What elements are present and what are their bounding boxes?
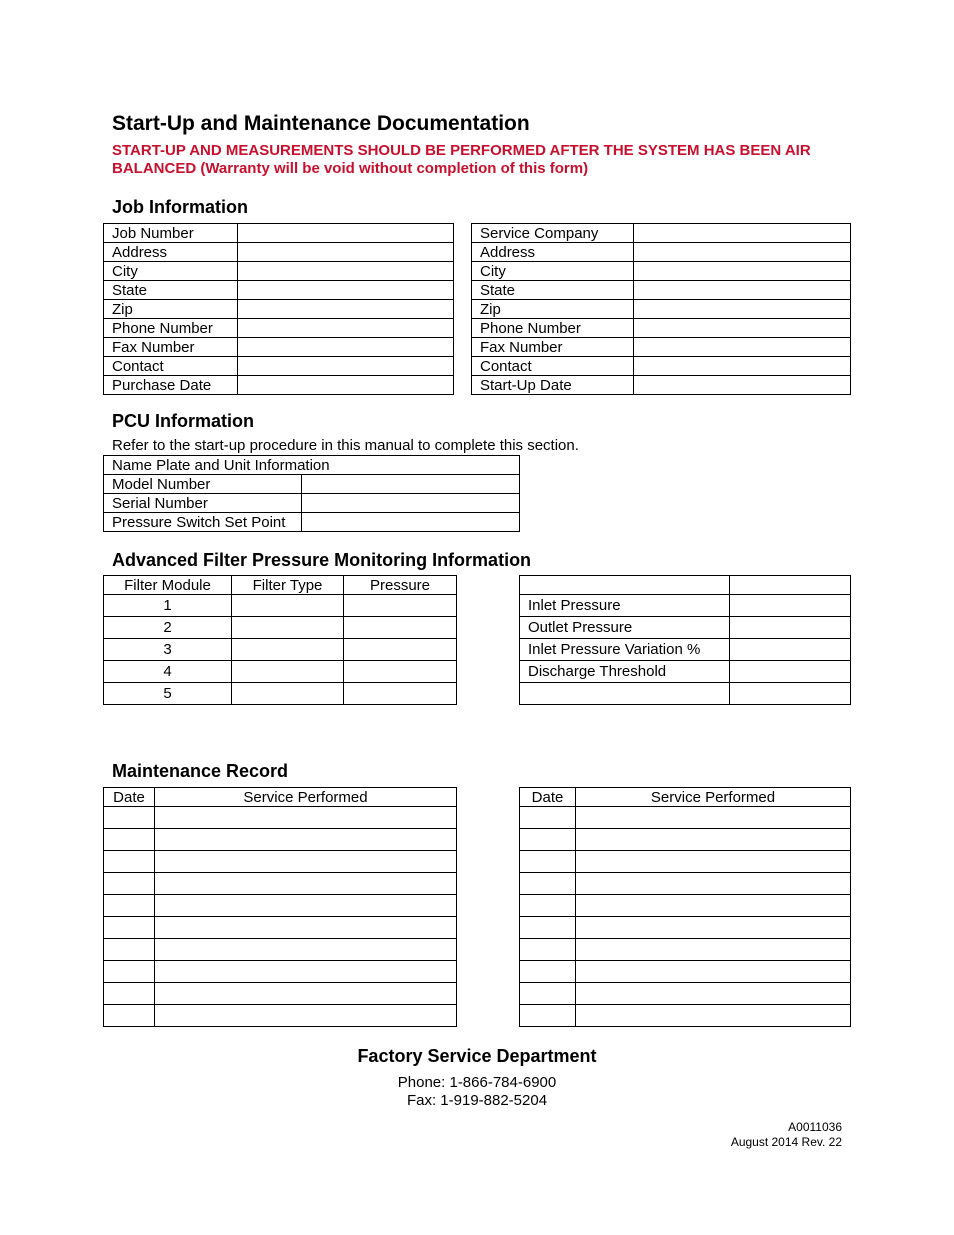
start-up-date-field[interactable]: [634, 376, 851, 395]
pcu-table: [103, 455, 520, 532]
address-field[interactable]: [238, 243, 454, 262]
purchase-date-field[interactable]: [238, 376, 454, 395]
table-row: [104, 939, 457, 961]
table-header-row: [520, 576, 851, 595]
row-label: Zip: [104, 300, 238, 319]
service-field[interactable]: [155, 983, 457, 1005]
service-column-header: Service Performed: [155, 788, 457, 807]
inlet-pressure-variation-field[interactable]: [730, 639, 851, 661]
table-row: [472, 243, 851, 262]
table-row: [104, 300, 454, 319]
module-number: 5: [104, 683, 232, 705]
phone-number-field[interactable]: [238, 319, 454, 338]
phone-line: Phone: 1-866-784-6900: [397, 1074, 557, 1091]
table-row: [520, 895, 851, 917]
service-field[interactable]: [576, 895, 851, 917]
city-field[interactable]: [634, 262, 851, 281]
table-row: [104, 851, 457, 873]
service-field[interactable]: [155, 851, 457, 873]
row-label: Fax Number: [104, 338, 238, 357]
table-row: [104, 873, 457, 895]
date-field[interactable]: [104, 873, 155, 895]
service-field[interactable]: [155, 895, 457, 917]
date-field[interactable]: [520, 961, 576, 983]
maintenance-table-left: [103, 787, 457, 1027]
pressure-table: [519, 575, 851, 705]
service-field[interactable]: [576, 829, 851, 851]
column-header: Pressure: [344, 576, 457, 595]
row-label: Purchase Date: [104, 376, 238, 395]
table-row: [104, 319, 454, 338]
table-row: [104, 617, 457, 639]
date-field[interactable]: [104, 961, 155, 983]
date-field[interactable]: [520, 895, 576, 917]
table-row: [104, 983, 457, 1005]
job-info-table: [103, 223, 454, 395]
row-label: Fax Number: [472, 338, 634, 357]
document-id: A0011036: [788, 1120, 842, 1134]
table-row: [520, 873, 851, 895]
table-row: [104, 338, 454, 357]
date-field[interactable]: [520, 917, 576, 939]
service-field[interactable]: [155, 829, 457, 851]
table-row: [472, 262, 851, 281]
row-label: State: [104, 281, 238, 300]
table-row: [104, 281, 454, 300]
address-field[interactable]: [634, 243, 851, 262]
filter-type-field[interactable]: [232, 595, 344, 617]
table-row: [520, 939, 851, 961]
row-label: Pressure Switch Set Point: [104, 513, 302, 532]
table-row: [104, 475, 520, 494]
service-column-header: Service Performed: [576, 788, 851, 807]
blank-header-cell: [730, 576, 851, 595]
date-field[interactable]: [104, 851, 155, 873]
service-field[interactable]: [576, 961, 851, 983]
date-field[interactable]: [104, 983, 155, 1005]
pressure-field[interactable]: [344, 639, 457, 661]
service-field[interactable]: [576, 939, 851, 961]
table-row: [520, 917, 851, 939]
row-label: Phone Number: [472, 319, 634, 338]
row-label: Discharge Threshold: [520, 661, 730, 683]
service-field[interactable]: [155, 1005, 457, 1027]
serial-number-field[interactable]: [302, 494, 520, 513]
table-row: [104, 661, 457, 683]
table-row: [520, 851, 851, 873]
table-row: [104, 224, 454, 243]
table-row: [520, 1005, 851, 1027]
job-number-field[interactable]: [238, 224, 454, 243]
column-header: Filter Type: [232, 576, 344, 595]
service-field[interactable]: [576, 873, 851, 895]
table-row: [472, 357, 851, 376]
table-row: [472, 300, 851, 319]
table-row: [472, 281, 851, 300]
date-field[interactable]: [520, 983, 576, 1005]
row-label: City: [104, 262, 238, 281]
module-number: 4: [104, 661, 232, 683]
row-label: City: [472, 262, 634, 281]
state-field[interactable]: [634, 281, 851, 300]
table-header-row: [520, 788, 851, 807]
table-row: [104, 376, 454, 395]
table-row: [472, 224, 851, 243]
module-number: 1: [104, 595, 232, 617]
service-field[interactable]: [155, 917, 457, 939]
row-label: Inlet Pressure: [520, 595, 730, 617]
job-information-heading: Job Information: [112, 197, 248, 217]
date-field[interactable]: [520, 851, 576, 873]
table-row: [520, 639, 851, 661]
table-row: [520, 617, 851, 639]
pcu-table-header: Name Plate and Unit Information: [104, 456, 520, 475]
table-row: [104, 961, 457, 983]
table-row: [104, 357, 454, 376]
service-field[interactable]: [155, 961, 457, 983]
table-row: [104, 917, 457, 939]
phone-number-field[interactable]: [634, 319, 851, 338]
table-row: [104, 513, 520, 532]
filter-module-table: [103, 575, 457, 705]
table-row: [104, 1005, 457, 1027]
pcu-note: Refer to the start-up procedure in this manual to complete this section.: [112, 437, 579, 454]
fax-number-field[interactable]: [634, 338, 851, 357]
model-number-field[interactable]: [302, 475, 520, 494]
table-row: [520, 807, 851, 829]
column-header: Filter Module: [104, 576, 232, 595]
date-field[interactable]: [104, 895, 155, 917]
service-field[interactable]: [576, 917, 851, 939]
date-field[interactable]: [104, 829, 155, 851]
row-label: Service Company: [472, 224, 634, 243]
row-label: Model Number: [104, 475, 302, 494]
row-label: Contact: [104, 357, 238, 376]
table-row: [520, 683, 851, 705]
blank-value-field[interactable]: [730, 683, 851, 705]
table-row: [104, 683, 457, 705]
city-field[interactable]: [238, 262, 454, 281]
service-field[interactable]: [576, 851, 851, 873]
module-number: 2: [104, 617, 232, 639]
service-company-field[interactable]: [634, 224, 851, 243]
pressure-field[interactable]: [344, 617, 457, 639]
date-field[interactable]: [104, 917, 155, 939]
row-label: Address: [472, 243, 634, 262]
row-label: Phone Number: [104, 319, 238, 338]
blank-label-cell[interactable]: [520, 683, 730, 705]
state-field[interactable]: [238, 281, 454, 300]
service-field[interactable]: [576, 1005, 851, 1027]
warning-text: START-UP AND MEASUREMENTS SHOULD BE PERFORMED AFTER THE SYSTEM HAS BEEN AIR BALANCED (Warranty will be void without completion of this form): [112, 142, 811, 177]
table-row: [472, 376, 851, 395]
service-company-table: [471, 223, 851, 395]
table-row: [104, 243, 454, 262]
filter-monitoring-heading: Advanced Filter Pressure Monitoring Information: [112, 550, 532, 570]
table-row: [104, 639, 457, 661]
filter-type-field[interactable]: [232, 639, 344, 661]
table-row: [104, 829, 457, 851]
date-field[interactable]: [520, 939, 576, 961]
pressure-field[interactable]: [344, 683, 457, 705]
outlet-pressure-field[interactable]: [730, 617, 851, 639]
date-column-header: Date: [104, 788, 155, 807]
filter-type-field[interactable]: [232, 683, 344, 705]
filter-type-field[interactable]: [232, 617, 344, 639]
row-label: State: [472, 281, 634, 300]
table-row: [520, 983, 851, 1005]
module-number: 3: [104, 639, 232, 661]
table-row: [520, 595, 851, 617]
pressure-field[interactable]: [344, 595, 457, 617]
row-label: Contact: [472, 357, 634, 376]
date-column-header: Date: [520, 788, 576, 807]
filter-type-field[interactable]: [232, 661, 344, 683]
date-field[interactable]: [520, 829, 576, 851]
table-row: [472, 319, 851, 338]
service-field[interactable]: [576, 983, 851, 1005]
date-field[interactable]: [104, 939, 155, 961]
date-field[interactable]: [520, 807, 576, 829]
table-row: [104, 807, 457, 829]
contact-field[interactable]: [634, 357, 851, 376]
table-row: [104, 262, 454, 281]
date-field[interactable]: [104, 807, 155, 829]
pressure-switch-set-point-field[interactable]: [302, 513, 520, 532]
row-label: Outlet Pressure: [520, 617, 730, 639]
pcu-information-heading: PCU Information: [112, 411, 254, 431]
service-field[interactable]: [155, 807, 457, 829]
inlet-pressure-field[interactable]: [730, 595, 851, 617]
fax-line: Fax: 1-919-882-5204: [406, 1092, 548, 1109]
zip-field[interactable]: [238, 300, 454, 319]
factory-service-heading: Factory Service Department: [357, 1046, 597, 1066]
table-row: [104, 494, 520, 513]
date-field[interactable]: [104, 1005, 155, 1027]
zip-field[interactable]: [634, 300, 851, 319]
pressure-field[interactable]: [344, 661, 457, 683]
page-title: Start-Up and Maintenance Documentation: [112, 112, 530, 135]
table-row: [104, 456, 520, 475]
contact-field[interactable]: [238, 357, 454, 376]
table-row: [104, 595, 457, 617]
row-label: Zip: [472, 300, 634, 319]
service-field[interactable]: [155, 873, 457, 895]
maintenance-table-right: [519, 787, 851, 1027]
date-field[interactable]: [520, 873, 576, 895]
table-row: [472, 338, 851, 357]
blank-header-cell: [520, 576, 730, 595]
table-header-row: [104, 788, 457, 807]
row-label: Start-Up Date: [472, 376, 634, 395]
table-row: [520, 661, 851, 683]
revision-label: August 2014 Rev. 22: [730, 1135, 842, 1149]
table-row: [104, 895, 457, 917]
table-header-row: [104, 576, 457, 595]
row-label: Inlet Pressure Variation %: [520, 639, 730, 661]
service-field[interactable]: [576, 807, 851, 829]
row-label: Job Number: [104, 224, 238, 243]
fax-number-field[interactable]: [238, 338, 454, 357]
service-field[interactable]: [155, 939, 457, 961]
table-row: [520, 961, 851, 983]
discharge-threshold-field[interactable]: [730, 661, 851, 683]
maintenance-record-heading: Maintenance Record: [112, 761, 289, 781]
row-label: Address: [104, 243, 238, 262]
row-label: Serial Number: [104, 494, 302, 513]
date-field[interactable]: [520, 1005, 576, 1027]
table-row: [520, 829, 851, 851]
